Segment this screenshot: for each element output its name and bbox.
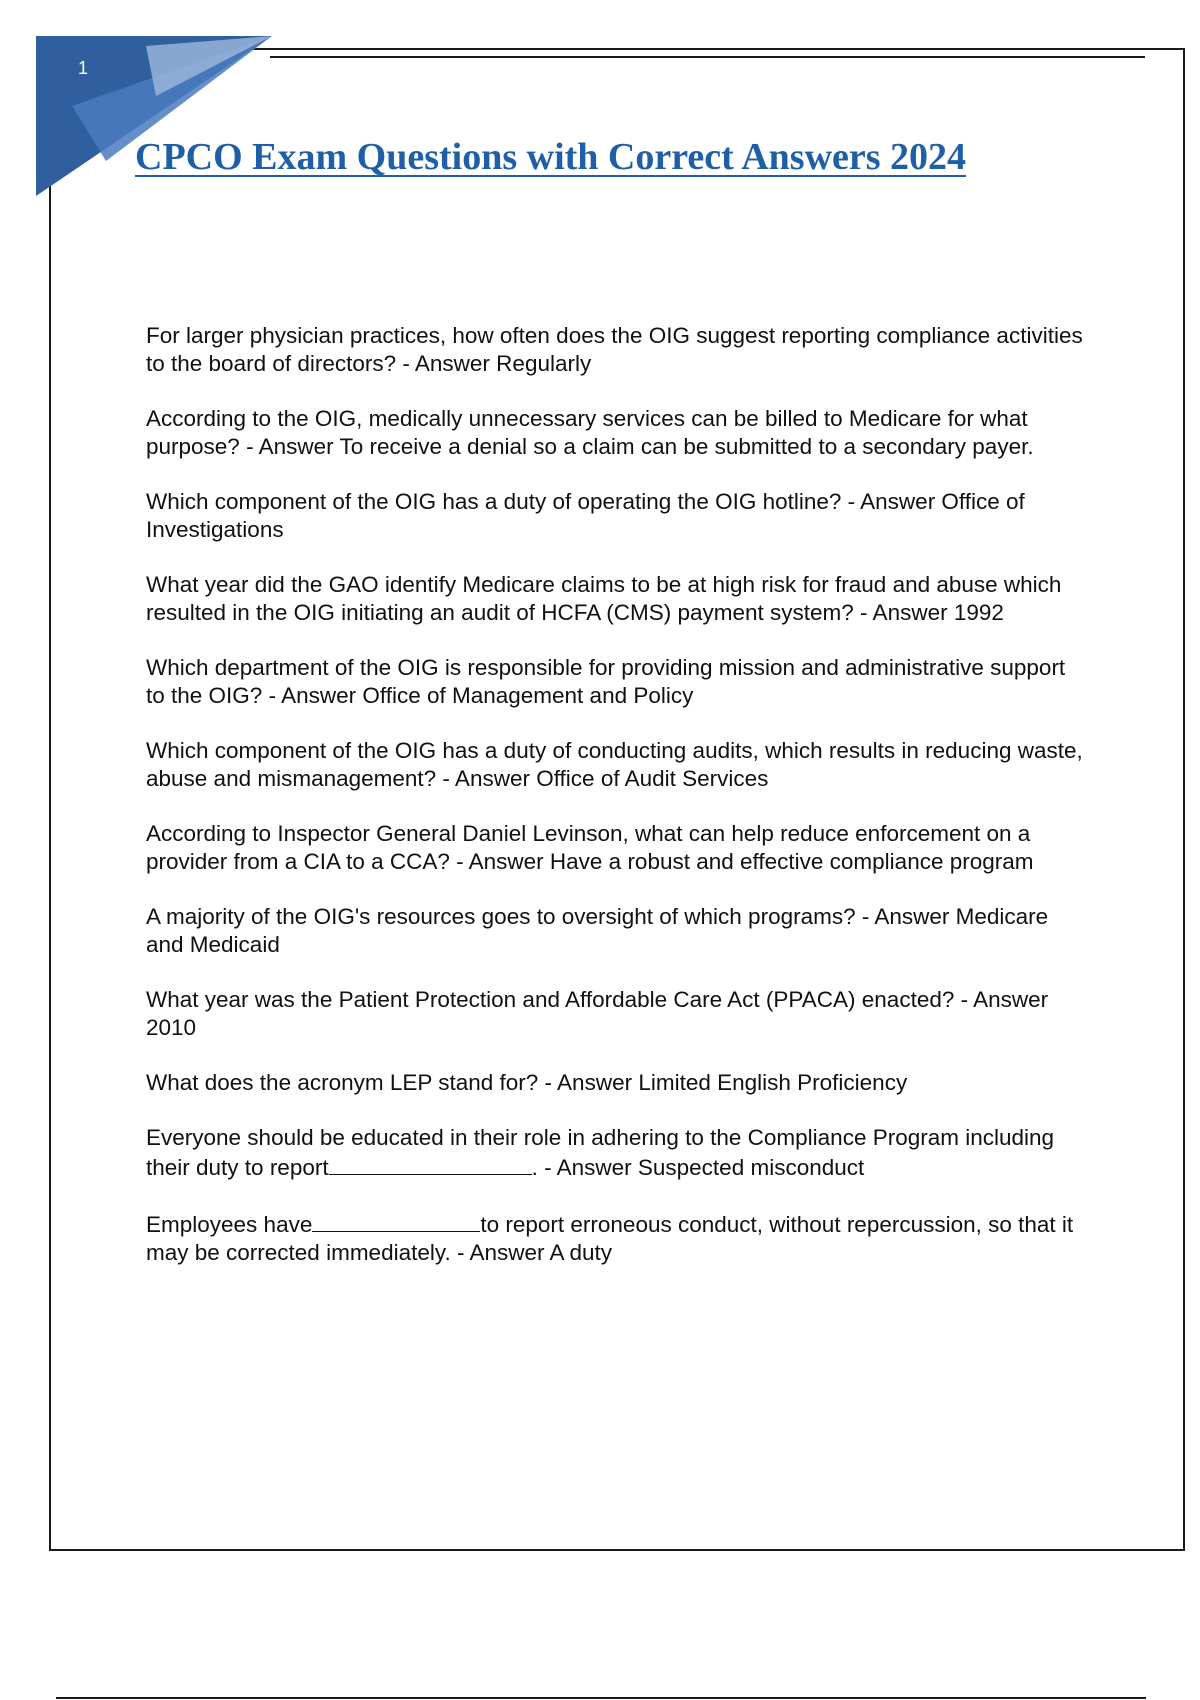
qa-item (146, 405, 1086, 461)
fill-in-blank (312, 1209, 480, 1232)
qa-item (146, 820, 1086, 876)
qa-text-before-blank: Employees have (146, 1212, 313, 1237)
qa-text-after-blank: to report erroneous conduct, without repercussion, so that it may be corrected immediately. - Answer A duty (146, 1212, 1074, 1265)
qa-item (146, 488, 1086, 544)
qa-item (146, 1209, 1086, 1267)
qa-text: What year was the Patient Protection and Affordable Care Act (PPACA) enacted? - Answer 2010 (146, 987, 1049, 1040)
qa-text: Which component of the OIG has a duty of operating the OIG hotline? - Answer Office of Investigations (146, 489, 1025, 542)
qa-item (146, 1069, 1086, 1097)
qa-text-before-blank: Everyone should be educated in their role in adhering to the Compliance Program including their duty to report (146, 1125, 1055, 1180)
qa-text: A majority of the OIG's resources goes to oversight of which programs? - Answer Medicare and Medicaid (146, 904, 1049, 957)
qa-item (146, 571, 1086, 627)
qa-text: According to Inspector General Daniel Levinson, what can help reduce enforcement on a provider from a CIA to a CCA? - Answer Have a robust and effective compliance program (146, 821, 1034, 874)
qa-list (146, 322, 1086, 1294)
qa-text: What does the acronym LEP stand for? - Answer Limited English Proficiency (146, 1070, 908, 1095)
qa-text: Which component of the OIG has a duty of conducting audits, which results in reducing waste, abuse and mismanagement? - Answer Office of Audit Services (146, 738, 1083, 791)
top-rule (270, 56, 1145, 58)
qa-item (146, 1124, 1086, 1182)
qa-item (146, 654, 1086, 710)
qa-text: What year did the GAO identify Medicare claims to be at high risk for fraud and abuse which resulted in the OIG initiating an audit of HCFA (CMS) payment system? - Answer 1992 (146, 572, 1062, 625)
qa-text: Which department of the OIG is responsible for providing mission and administrative support to the OIG? - Answer Office of Management and Policy (146, 655, 1066, 708)
qa-item (146, 986, 1086, 1042)
bottom-rule (56, 1697, 1146, 1699)
qa-item (146, 903, 1086, 959)
qa-text-after-blank: . - Answer Suspected misconduct (531, 1155, 865, 1180)
qa-text: For larger physician practices, how often does the OIG suggest reporting compliance activities to the board of directors? - Answer Regularly (146, 323, 1083, 376)
qa-text: According to the OIG, medically unnecessary services can be billed to Medicare for what purpose? - Answer To receive a denial so a claim can be submitted to a secondary payer. (146, 406, 1034, 459)
qa-item (146, 737, 1086, 793)
qa-item (146, 322, 1086, 378)
fill-in-blank (329, 1152, 532, 1175)
page-number: 1 (78, 58, 89, 78)
document-title: CPCO Exam Questions with Correct Answers 2024 (135, 136, 967, 178)
